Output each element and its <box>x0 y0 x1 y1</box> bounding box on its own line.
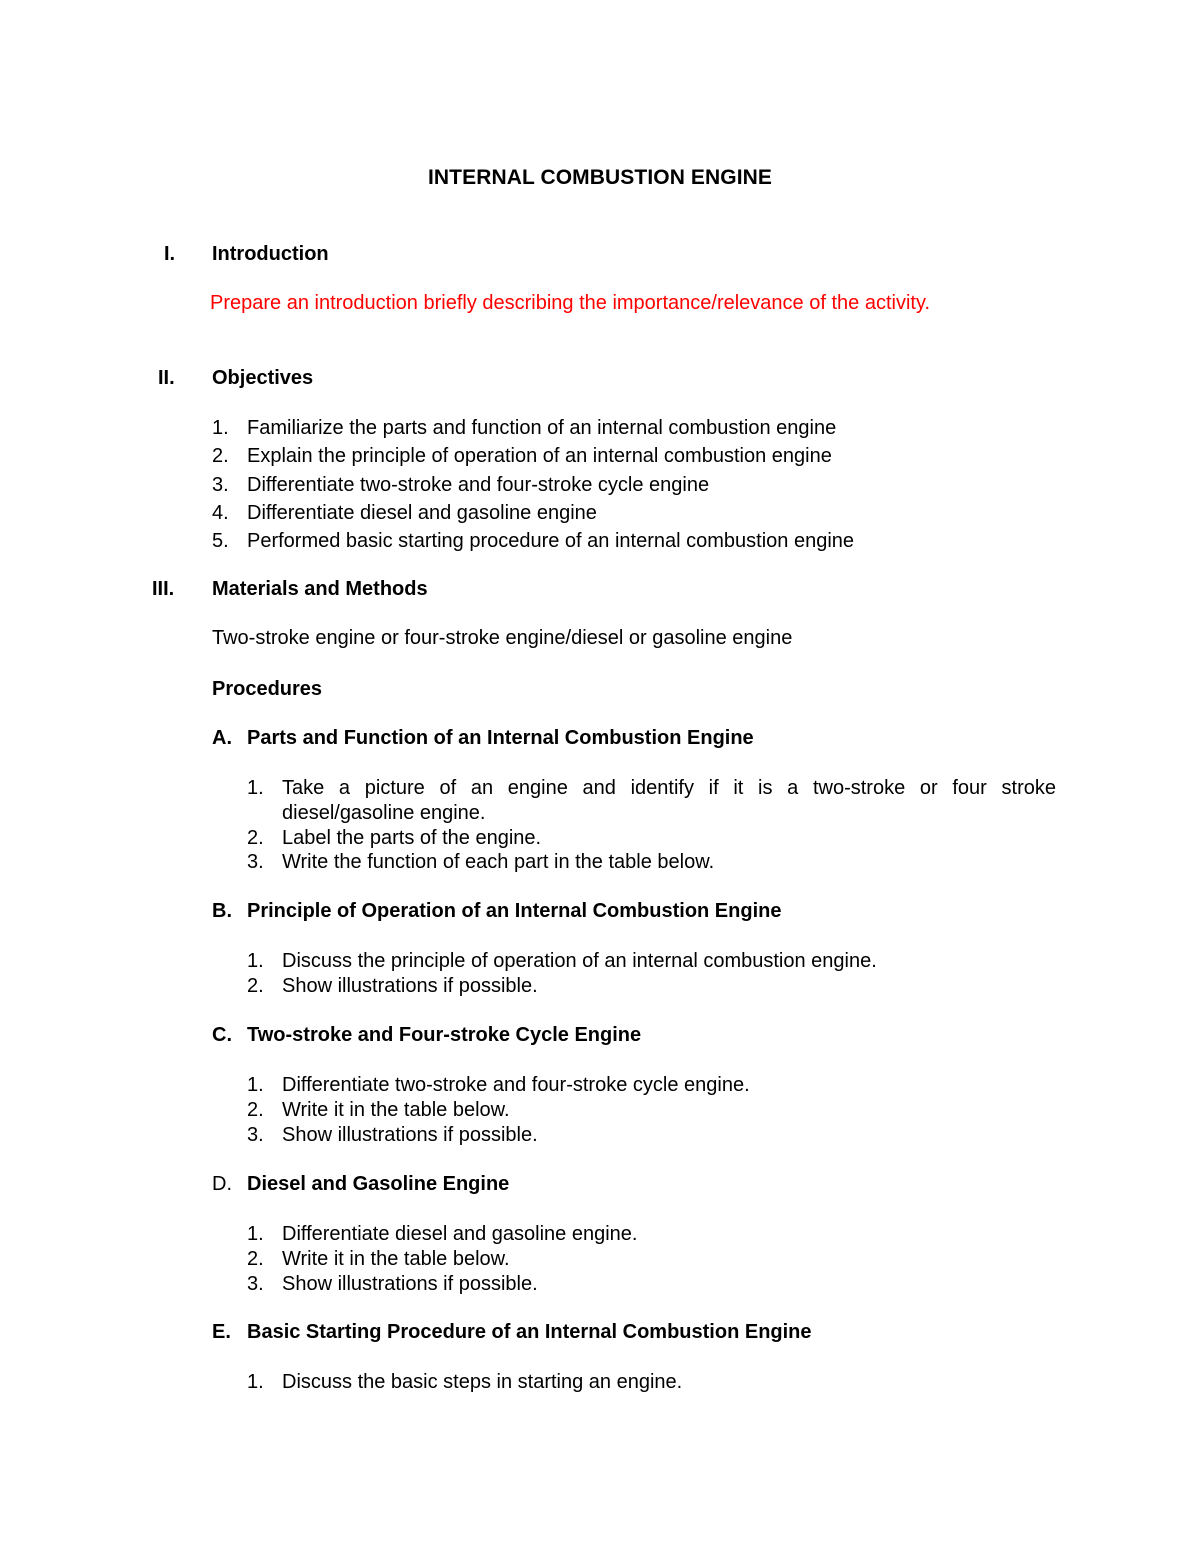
section-title-materials: Materials and Methods <box>212 578 428 600</box>
document-title: INTERNAL COMBUSTION ENGINE <box>427 166 773 189</box>
list-item-text: Show illustrations if possible. <box>282 1272 538 1295</box>
procedure-steps-a <box>247 776 1056 875</box>
list-item-text: Show illustrations if possible. <box>282 1123 538 1146</box>
list-item <box>247 1123 1056 1148</box>
list-item-text: Write the function of each part in the table below. <box>282 851 715 874</box>
list-number: 1. <box>247 1074 264 1096</box>
procedure-heading-c <box>212 1024 641 1047</box>
section-number-intro: I. <box>164 243 176 265</box>
list-number: 1. <box>247 777 264 799</box>
objectives-list <box>212 414 854 555</box>
list-item-text: Explain the principle of operation of an internal combustion engine <box>247 445 832 468</box>
list-item-text: Differentiate two-stroke and four-stroke cycle engine. <box>282 1074 750 1096</box>
list-item <box>212 527 854 555</box>
list-item-text: Performed basic starting procedure of an internal combustion engine <box>247 530 855 553</box>
list-item <box>247 1073 1056 1098</box>
list-number: 1. <box>247 1223 264 1245</box>
list-item-text: Write it in the table below. <box>282 1098 510 1121</box>
list-number: 2. <box>247 826 264 849</box>
materials-text: Two-stroke engine or four-stroke engine/diesel or gasoline engine <box>212 627 793 649</box>
list-number: 1. <box>247 1371 264 1393</box>
list-item <box>247 1222 1056 1247</box>
list-number: 1. <box>247 950 264 972</box>
procedure-heading-a <box>212 727 754 750</box>
procedure-steps-e <box>247 1370 1056 1395</box>
list-number: 3. <box>247 851 264 874</box>
section-number-objectives: II. <box>158 367 175 389</box>
list-item <box>212 471 854 499</box>
procedure-title: Two-stroke and Four-stroke Cycle Engine <box>247 1024 642 1046</box>
list-item <box>247 1247 1056 1272</box>
list-item-text: Write it in the table below. <box>282 1247 510 1270</box>
procedure-title: Parts and Function of an Internal Combustion Engine <box>247 727 754 749</box>
procedure-letter: B. <box>212 900 232 922</box>
list-number: 3. <box>247 1272 264 1295</box>
list-item-text: Take a picture of an engine and identify if it is a two-stroke or four stroke diesel/gasoline engine. <box>282 777 1056 824</box>
procedure-letter: E. <box>212 1321 231 1343</box>
list-number: 5. <box>212 530 229 553</box>
list-item <box>247 949 1056 974</box>
list-number: 3. <box>212 473 229 496</box>
list-item <box>247 850 1056 875</box>
procedure-letter: C. <box>212 1024 232 1046</box>
list-number: 2. <box>247 974 264 997</box>
procedure-steps-c <box>247 1073 1056 1147</box>
list-item-text: Differentiate diesel and gasoline engine. <box>282 1223 638 1245</box>
procedures-label: Procedures <box>212 678 323 700</box>
list-item-text: Differentiate diesel and gasoline engine <box>247 501 597 524</box>
list-item-text: Label the parts of the engine. <box>282 826 542 849</box>
list-item <box>212 442 854 470</box>
procedure-steps-b <box>247 949 1056 999</box>
list-number: 2. <box>212 445 229 468</box>
procedure-title: Diesel and Gasoline Engine <box>247 1173 510 1195</box>
list-item-text: Show illustrations if possible. <box>282 974 538 997</box>
section-number-materials: III. <box>152 578 175 600</box>
list-item <box>247 826 1056 851</box>
procedure-title: Principle of Operation of an Internal Combustion Engine <box>247 900 782 922</box>
procedure-letter: D. <box>212 1173 232 1195</box>
list-item-text: Discuss the principle of operation of an internal combustion engine. <box>282 950 877 972</box>
intro-instruction-note: Prepare an introduction briefly describing the importance/relevance of the activity. <box>210 292 931 314</box>
list-item <box>247 974 1056 999</box>
list-item-text: Discuss the basic steps in starting an engine. <box>282 1371 683 1393</box>
list-number: 4. <box>212 501 229 524</box>
list-number: 2. <box>247 1247 264 1270</box>
procedure-title: Basic Starting Procedure of an Internal Combustion Engine <box>247 1321 812 1343</box>
list-item-text: Familiarize the parts and function of an internal combustion engine <box>247 417 837 439</box>
list-item <box>247 776 1056 826</box>
procedure-heading-b <box>212 900 781 923</box>
list-item <box>212 499 854 527</box>
procedure-heading-e <box>212 1321 812 1344</box>
procedure-heading-d <box>212 1173 509 1196</box>
list-item-text: Differentiate two-stroke and four-stroke cycle engine <box>247 473 710 496</box>
section-title-intro: Introduction <box>212 243 329 265</box>
list-item <box>247 1272 1056 1297</box>
procedure-steps-d <box>247 1222 1056 1296</box>
list-number: 3. <box>247 1123 264 1146</box>
list-item <box>247 1370 1056 1395</box>
section-title-objectives: Objectives <box>212 367 314 389</box>
list-item <box>247 1098 1056 1123</box>
list-number: 2. <box>247 1098 264 1121</box>
list-item <box>212 414 854 442</box>
list-number: 1. <box>212 417 229 439</box>
procedure-letter: A. <box>212 727 232 749</box>
